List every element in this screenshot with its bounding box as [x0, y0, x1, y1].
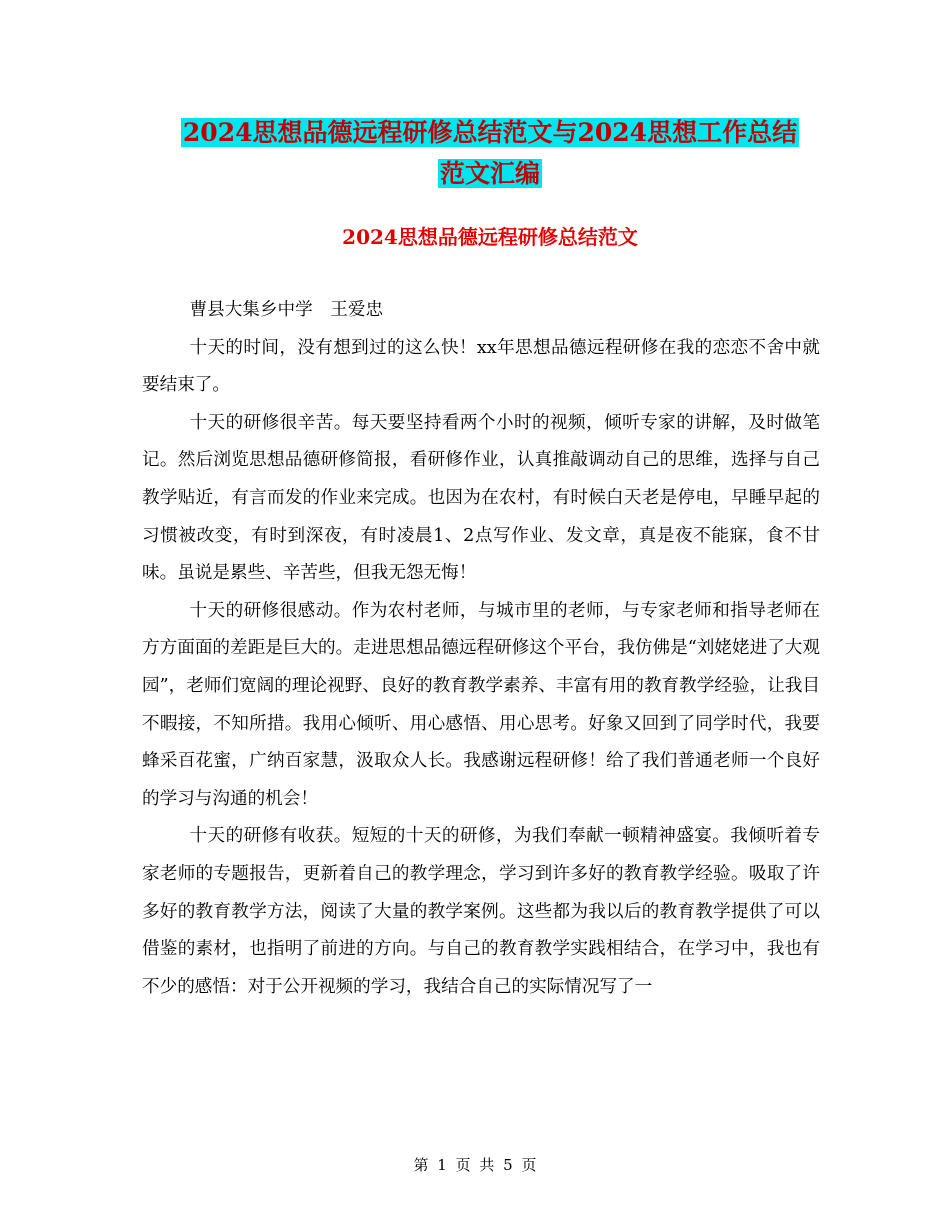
- body-paragraph: 十天的研修很感动。作为农村老师，与城市里的老师，与专家老师和指导老师在方方面面的差距是巨大的。走进思想品德远程研修这个平台，我仿佛是“刘姥姥进了大观园”，老师们宽阔的理论视野、良好的教育教学素养、丰富有用的教育教学经验，让我目不暇接，不知所措。我用心倾听、用心感悟、用心思考。好象又回到了同学时代，我要蜂采百花蜜，广纳百家慧，汲取众人长。我感谢远程研修！给了我们普通老师一个良好的学习与沟通的机会！: [142, 600, 820, 809]
- document-body: [142, 292, 820, 1006]
- page-footer: 第 1 页 共 5 页: [413, 1156, 537, 1174]
- body-paragraph: 十天的研修有收获。短短的十天的研修，为我们奉献一顿精神盛宴。我倾听着专家老师的专题报告，更新着自己的教学理念，学习到许多好的教育教学经验。吸取了许多好的教育教学方法，阅读了大量的教学案例。这些都为我以后的教育教学提供了可以借鉴的素材，也指明了前进的方向。与自己的教育教学实践相结合，在学习中，我也有不少的感悟：对于公开视频的学习，我结合自己的实际情况写了一: [142, 826, 820, 997]
- section-subtitle: 2024思想品德远程研修总结范文: [342, 225, 638, 249]
- title-line-1: 2024思想品德远程研修总结范文与2024思想工作总结: [182, 118, 798, 147]
- body-paragraph: 十天的时间，没有想到过的这么快！xx年思想品德远程研修在我的恋恋不舍中就要结束了。: [142, 337, 820, 396]
- body-paragraph: 十天的研修很辛苦。每天要坚持看两个小时的视频，倾听专家的讲解，及时做笔记。然后浏览思想品德研修简报，看研修作业，认真推敲调动自己的思维，选择与自己教学贴近，有言而发的作业来完成。也因为在农村，有时候白天老是停电，早睡早起的习惯被改变，有时到深夜，有时凌晨1、2点写作业、发文章，真是夜不能寐，食不甘味。虽说是累些、辛苦些，但我无怨无悔！: [142, 412, 820, 584]
- title-line-2: 范文汇编: [439, 159, 540, 188]
- document-title: [140, 112, 840, 194]
- author-line: 曹县大集乡中学 王爱忠: [189, 300, 384, 320]
